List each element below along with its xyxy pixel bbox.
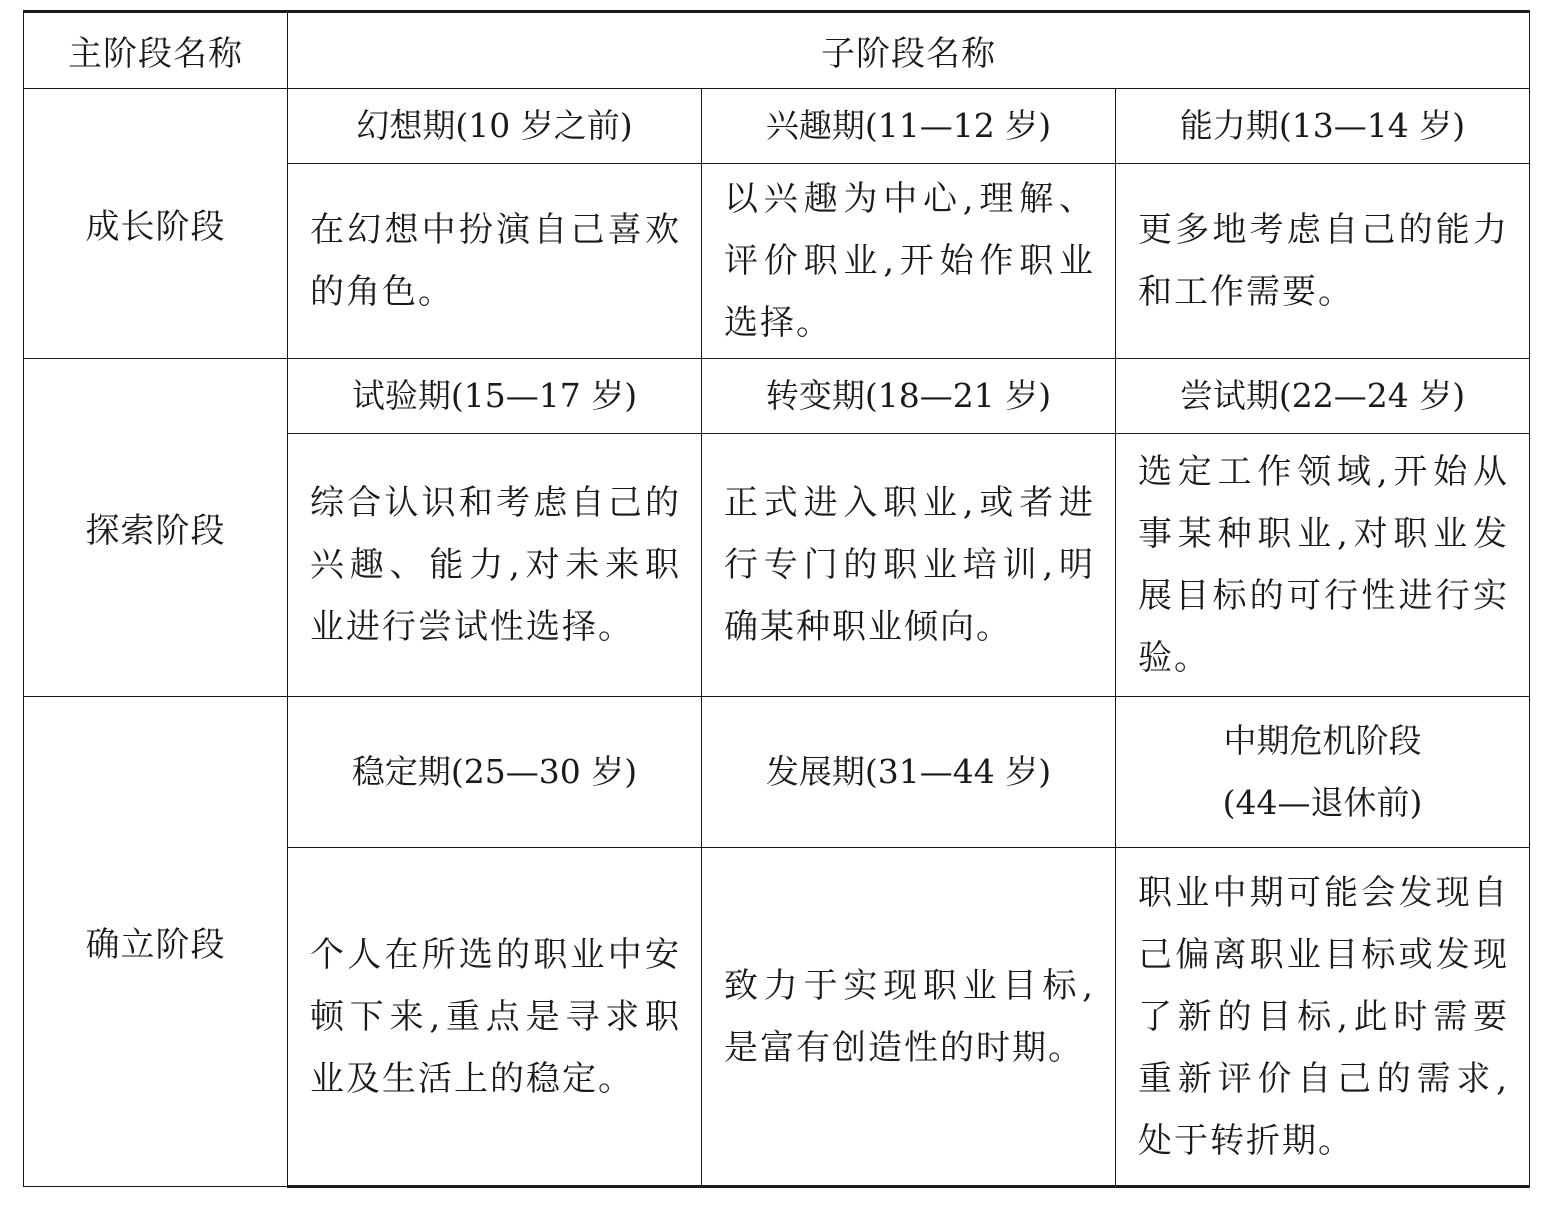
- header-sub-stage: 子阶段名称: [288, 12, 1530, 89]
- sub-stage-description: 综合认识和考虑自己的兴趣、能力,对未来职业进行尝试性选择。: [288, 434, 702, 697]
- sub-stage-title: 尝试期(22—24 岁): [1116, 359, 1530, 434]
- sub-stage-title: 稳定期(25—30 岁): [288, 697, 702, 848]
- sub-stage-description: 更多地考虑自己的能力和工作需要。: [1116, 164, 1530, 359]
- sub-stage-description: 个人在所选的职业中安顿下来,重点是寻求职业及生活上的稳定。: [288, 848, 702, 1187]
- sub-stage-description: 在幻想中扮演自己喜欢的角色。: [288, 164, 702, 359]
- stage-name: 确立阶段: [24, 697, 288, 1187]
- sub-stage-title: 能力期(13—14 岁): [1116, 89, 1530, 164]
- sub-stage-title-line2: (44—退休前): [1222, 783, 1423, 822]
- sub-stage-description: 职业中期可能会发现自己偏离职业目标或发现了新的目标,此时需要重新评价自己的需求,处于转折期。: [1116, 848, 1530, 1187]
- header-row: [24, 12, 1530, 89]
- sub-stage-description: 以兴趣为中心,理解、评价职业,开始作职业选择。: [702, 164, 1116, 359]
- stage-name: 成长阶段: [24, 89, 288, 359]
- sub-stage-title: 发展期(31—44 岁): [702, 697, 1116, 848]
- table-row: [24, 359, 1530, 434]
- sub-stage-title: 试验期(15—17 岁): [288, 359, 702, 434]
- sub-stage-title: 幻想期(10 岁之前): [288, 89, 702, 164]
- sub-stage-title: 兴趣期(11—12 岁): [702, 89, 1116, 164]
- table-row: [24, 697, 1530, 848]
- sub-stage-description: 选定工作领域,开始从事某种职业,对职业发展目标的可行性进行实验。: [1116, 434, 1530, 697]
- header-main-stage: 主阶段名称: [24, 12, 288, 89]
- sub-stage-title-multiline: [1116, 697, 1530, 848]
- sub-stage-title: 转变期(18—21 岁): [702, 359, 1116, 434]
- sub-stage-title-line1: 中期危机阶段: [1223, 721, 1422, 760]
- stage-name: 探索阶段: [24, 359, 288, 697]
- table-row: [24, 89, 1530, 164]
- career-stages-table: [23, 10, 1530, 1188]
- sub-stage-description: 正式进入职业,或者进行专门的职业培训,明确某种职业倾向。: [702, 434, 1116, 697]
- sub-stage-description: 致力于实现职业目标,是富有创造性的时期。: [702, 848, 1116, 1187]
